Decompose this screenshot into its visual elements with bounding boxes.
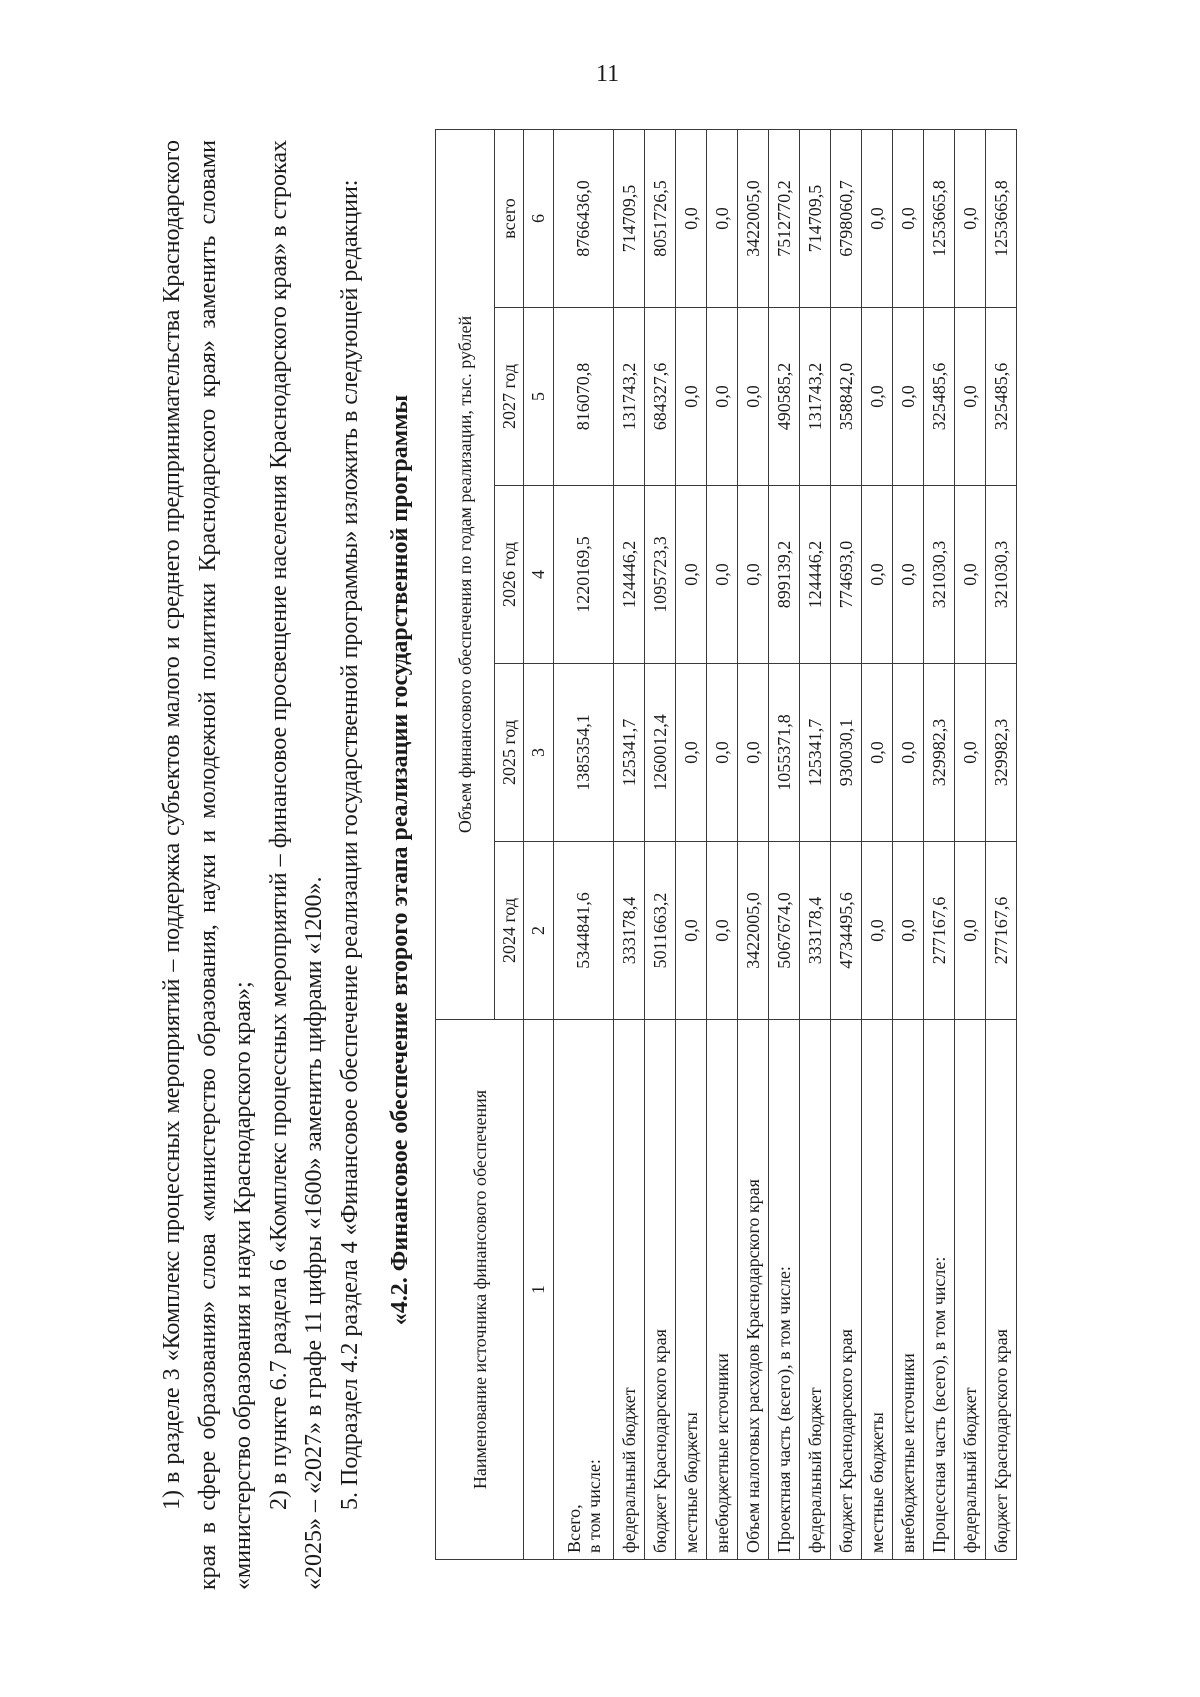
row-value: 0,0 bbox=[707, 308, 738, 486]
table-row bbox=[831, 129, 862, 1559]
row-value: 4734495,6 bbox=[831, 842, 862, 1020]
row-value: 1055371,8 bbox=[769, 664, 800, 842]
row-name-line: бюджет Краснодарского края bbox=[991, 1329, 1011, 1553]
row-source-name bbox=[986, 1020, 1017, 1560]
table-row bbox=[924, 129, 955, 1559]
column-index: 5 bbox=[524, 308, 554, 486]
row-value: 714709,5 bbox=[614, 129, 645, 307]
table-row bbox=[955, 129, 986, 1559]
row-source-name bbox=[924, 1020, 955, 1560]
header-year-2026: 2026 год bbox=[495, 486, 524, 664]
row-source-name bbox=[614, 1020, 645, 1560]
row-source-name bbox=[645, 1020, 676, 1560]
row-value: 325485,6 bbox=[986, 308, 1017, 486]
row-value: 329982,3 bbox=[986, 664, 1017, 842]
row-value: 0,0 bbox=[862, 129, 893, 307]
row-value: 714709,5 bbox=[800, 129, 831, 307]
row-value: 0,0 bbox=[676, 308, 707, 486]
row-value: 325485,6 bbox=[924, 308, 955, 486]
row-name-line: внебюджетные источники bbox=[898, 1353, 918, 1553]
row-name-line: Процессная часть (всего), в том числе: bbox=[929, 1256, 949, 1553]
row-source-name bbox=[831, 1020, 862, 1560]
row-value: 3422005,0 bbox=[738, 129, 769, 307]
column-index: 2 bbox=[524, 842, 554, 1020]
header-total: всего bbox=[495, 129, 524, 307]
row-value: 5344841,6 bbox=[554, 842, 614, 1020]
row-value: 124446,2 bbox=[800, 486, 831, 664]
row-value: 0,0 bbox=[862, 486, 893, 664]
row-value: 0,0 bbox=[862, 842, 893, 1020]
row-value: 0,0 bbox=[893, 842, 924, 1020]
row-value: 774693,0 bbox=[831, 486, 862, 664]
table-row bbox=[800, 129, 831, 1559]
row-value: 490585,2 bbox=[769, 308, 800, 486]
row-value: 321030,3 bbox=[924, 486, 955, 664]
row-source-name bbox=[707, 1020, 738, 1560]
column-index: 4 bbox=[524, 486, 554, 664]
table-row bbox=[614, 129, 645, 1559]
table-row bbox=[707, 129, 738, 1559]
row-value: 0,0 bbox=[893, 664, 924, 842]
row-value: 1220169,5 bbox=[554, 486, 614, 664]
table-row bbox=[738, 129, 769, 1559]
column-index: 3 bbox=[524, 664, 554, 842]
row-value: 277167,6 bbox=[986, 842, 1017, 1020]
row-value: 0,0 bbox=[893, 129, 924, 307]
row-value: 131743,2 bbox=[614, 308, 645, 486]
header-year-2025: 2025 год bbox=[495, 664, 524, 842]
row-name-line: федеральный бюджет bbox=[960, 1387, 980, 1553]
table-row bbox=[676, 129, 707, 1559]
row-value: 0,0 bbox=[955, 842, 986, 1020]
row-source-name bbox=[554, 1020, 614, 1560]
row-value: 321030,3 bbox=[986, 486, 1017, 664]
row-source-name bbox=[800, 1020, 831, 1560]
row-value: 0,0 bbox=[738, 486, 769, 664]
row-value: 0,0 bbox=[707, 486, 738, 664]
section-title: «4.2. Финансовое обеспечение второго этапа реализации государственной программы bbox=[387, 394, 413, 1326]
row-value: 0,0 bbox=[738, 664, 769, 842]
row-value: 7512770,2 bbox=[769, 129, 800, 307]
row-value: 1095723,3 bbox=[645, 486, 676, 664]
row-value: 0,0 bbox=[955, 129, 986, 307]
table-row bbox=[645, 129, 676, 1559]
row-source-name bbox=[862, 1020, 893, 1560]
row-value: 0,0 bbox=[676, 129, 707, 307]
intro-text bbox=[155, 140, 368, 1590]
table-row bbox=[862, 129, 893, 1559]
row-value: 1385354,1 bbox=[554, 664, 614, 842]
header-source-name: Наименование источника финансового обеспечения bbox=[436, 1020, 524, 1560]
row-value: 899139,2 bbox=[769, 486, 800, 664]
row-value: 1260012,4 bbox=[645, 664, 676, 842]
column-index: 1 bbox=[524, 1020, 554, 1560]
row-value: 0,0 bbox=[707, 842, 738, 1020]
row-value: 684327,6 bbox=[645, 308, 676, 486]
page-number: 11 bbox=[596, 61, 620, 87]
row-name-line: бюджет Краснодарского края bbox=[836, 1329, 856, 1553]
row-value: 0,0 bbox=[738, 308, 769, 486]
row-value: 0,0 bbox=[955, 308, 986, 486]
row-value: 333178,4 bbox=[614, 842, 645, 1020]
row-name-line: местные бюджеты bbox=[867, 1412, 887, 1553]
row-source-name bbox=[769, 1020, 800, 1560]
row-value: 0,0 bbox=[893, 308, 924, 486]
header-year-2027: 2027 год bbox=[495, 308, 524, 486]
paragraph-1: 1) в разделе 3 «Комплекс процессных мероприятий – поддержка субъектов малого и среднего предпринимательства Краснодарского края в сфере образования» слова «министерство образования, науки и молодежной политики Краснодарского края» заменить словами «министерство образования и науки Краснодарского края»; bbox=[159, 140, 256, 1590]
row-name-line: Объем налоговых расходов Краснодарского края bbox=[743, 1179, 763, 1553]
row-value: 3422005,0 bbox=[738, 842, 769, 1020]
row-value: 930030,1 bbox=[831, 664, 862, 842]
row-name-line: в том числе: bbox=[583, 1459, 604, 1553]
row-value: 329982,3 bbox=[924, 664, 955, 842]
row-value: 0,0 bbox=[862, 664, 893, 842]
row-value: 131743,2 bbox=[800, 308, 831, 486]
row-value: 1253665,8 bbox=[924, 129, 955, 307]
paragraph-2: 2) в пункте 6.7 раздела 6 «Комплекс процессных мероприятий – финансовое просвещение населения Краснодарского края» в строках «2025» – «2027» в графе 11 цифры «1600» заменить цифрами «1200». bbox=[265, 140, 327, 1590]
column-index: 6 bbox=[524, 129, 554, 307]
row-value: 0,0 bbox=[707, 664, 738, 842]
row-value: 277167,6 bbox=[924, 842, 955, 1020]
header-year-2024: 2024 год bbox=[495, 842, 524, 1020]
row-source-name bbox=[955, 1020, 986, 1560]
row-name-line: федеральный бюджет bbox=[619, 1387, 639, 1553]
row-value: 6798060,7 bbox=[831, 129, 862, 307]
table-body bbox=[554, 129, 1017, 1559]
row-value: 125341,7 bbox=[800, 664, 831, 842]
table-row bbox=[986, 129, 1017, 1559]
row-value: 8766436,0 bbox=[554, 129, 614, 307]
row-value: 333178,4 bbox=[800, 842, 831, 1020]
row-value: 0,0 bbox=[676, 486, 707, 664]
row-value: 8051726,5 bbox=[645, 129, 676, 307]
row-name-line: бюджет Краснодарского края bbox=[650, 1329, 670, 1553]
row-source-name bbox=[676, 1020, 707, 1560]
row-source-name bbox=[893, 1020, 924, 1560]
row-value: 0,0 bbox=[676, 842, 707, 1020]
paragraph-3: 5. Подраздел 4.2 раздела 4 «Финансовое обеспечение реализации государственной программы» изложить в следующей редакции: bbox=[336, 179, 363, 1510]
row-value: 125341,7 bbox=[614, 664, 645, 842]
row-value: 0,0 bbox=[707, 129, 738, 307]
row-value: 0,0 bbox=[676, 664, 707, 842]
rotated-page-content bbox=[155, 90, 1155, 1590]
table-row bbox=[554, 129, 614, 1559]
row-value: 0,0 bbox=[893, 486, 924, 664]
row-value: 124446,2 bbox=[614, 486, 645, 664]
row-name-line: внебюджетные источники bbox=[712, 1353, 732, 1553]
row-value: 1253665,8 bbox=[986, 129, 1017, 307]
row-value: 0,0 bbox=[955, 664, 986, 842]
row-source-name bbox=[738, 1020, 769, 1560]
header-volume-group: Объем финансового обеспечения по годам реализации, тыс. рублей bbox=[436, 129, 495, 1019]
row-name-line: местные бюджеты bbox=[681, 1412, 701, 1553]
financing-table bbox=[435, 129, 1017, 1560]
row-value: 816070,8 bbox=[554, 308, 614, 486]
row-name-line: Проектная часть (всего), в том числе: bbox=[774, 1266, 794, 1553]
row-value: 0,0 bbox=[955, 486, 986, 664]
row-value: 5067674,0 bbox=[769, 842, 800, 1020]
row-name-line: Всего, bbox=[563, 1504, 584, 1553]
row-value: 358842,0 bbox=[831, 308, 862, 486]
table-row bbox=[769, 129, 800, 1559]
row-value: 0,0 bbox=[862, 308, 893, 486]
row-value: 5011663,2 bbox=[645, 842, 676, 1020]
table-row bbox=[893, 129, 924, 1559]
row-name-line: федеральный бюджет bbox=[805, 1387, 825, 1553]
